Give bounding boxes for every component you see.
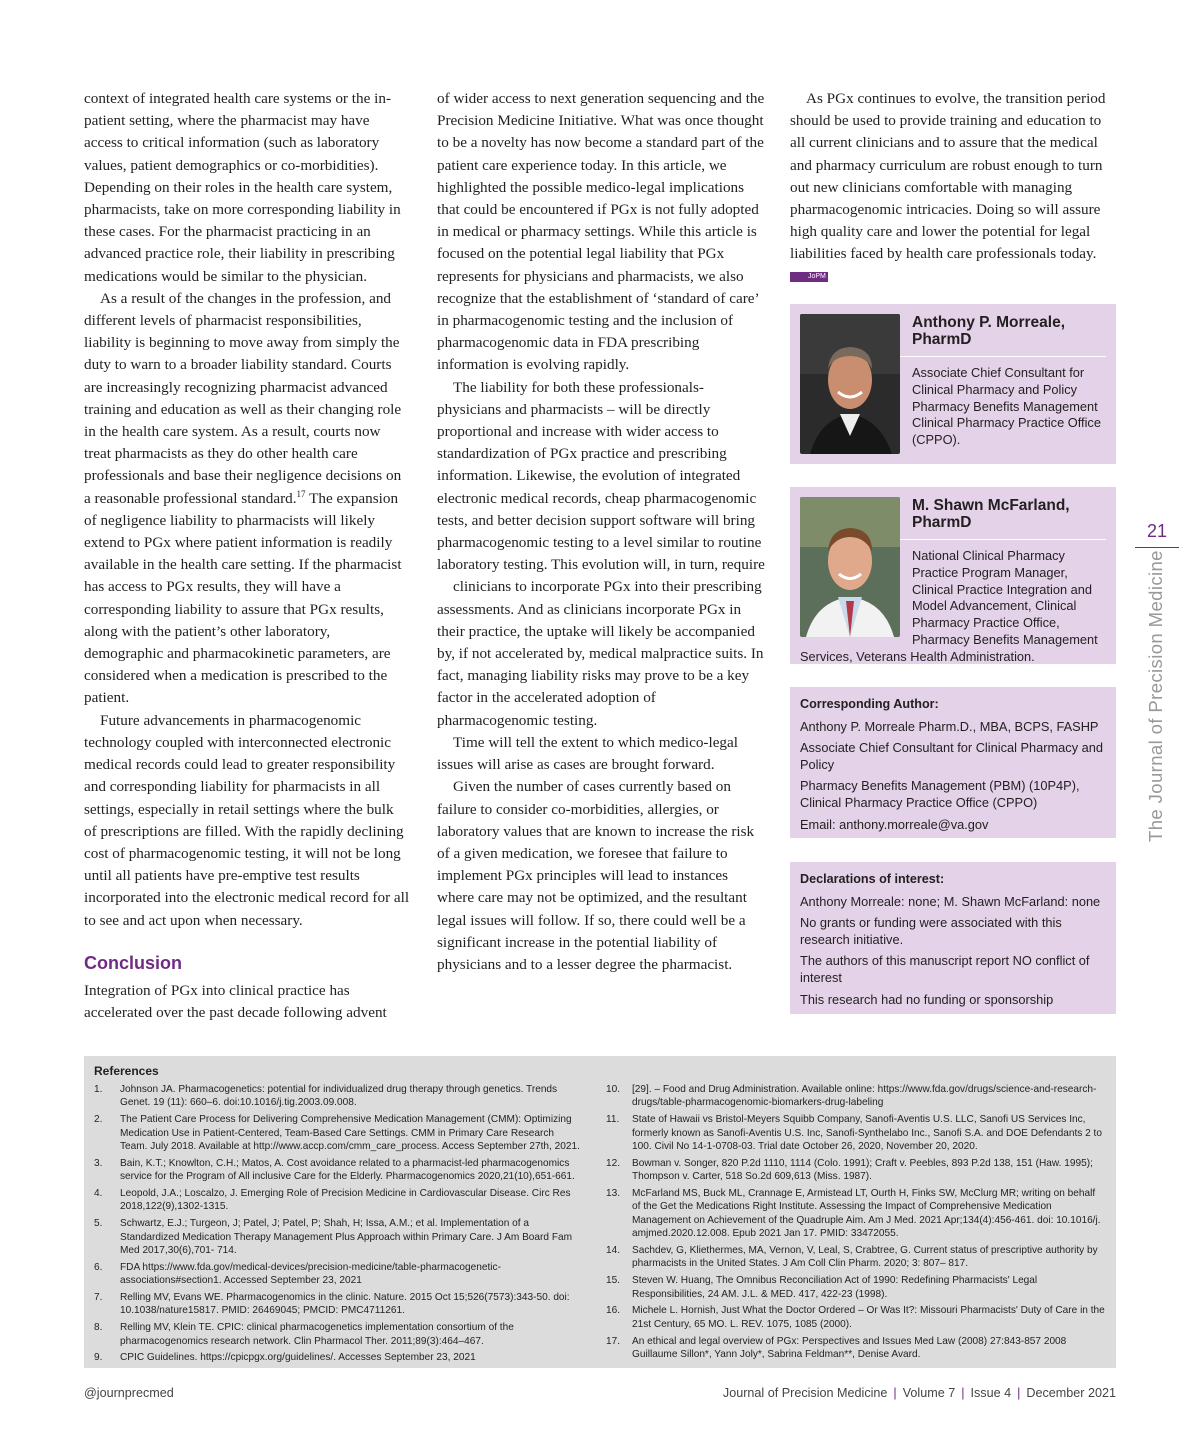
reference-number: 5. xyxy=(94,1218,103,1230)
reference-text: Leopold, J.A.; Loscalzo, J. Emerging Role of Precision Medicine in Cardiovascular Disease. Circ Res 2018,122(9),1302-1315. xyxy=(120,1188,571,1213)
reference-item xyxy=(94,1113,584,1153)
reference-text: An ethical and legal overview of PGx: Perspectives and Issues Med Law (2008) 27:843-857 2008 Guillaume Sillon*, Yann Joly*, Sabrina Feldman**, Denise Avard. xyxy=(632,1335,1067,1361)
declarations-box xyxy=(790,862,1116,1014)
reference-number: 10. xyxy=(606,1084,621,1095)
reference-text: State of Hawaii vs Bristol-Meyers Squibb Company, Sanofi-Aventis U.S. LLC, Sanofi US Services Inc, formerly known as Sanofi-Aventis U.S. Inc, Sanofi-Synthelabo Inc., Sanofi S.A. and DOE Defendants 2 to 100. Civil No 14-1-0708-03. Trial date October 26, 2020, November 20, 2020. xyxy=(632,1114,1102,1153)
reference-number: 11. xyxy=(606,1114,620,1126)
reference-item xyxy=(606,1304,1106,1331)
footer-issue: Issue 4 xyxy=(970,1386,1012,1400)
author-box-mcfarland xyxy=(790,487,1116,664)
corresponding-line: Anthony P. Morreale Pharm.D., MBA, BCPS, FASHP xyxy=(800,718,1099,734)
reference-item xyxy=(94,1217,584,1257)
reference-item xyxy=(94,1157,584,1184)
reference-number: 7. xyxy=(94,1292,103,1304)
footer-twitter-handle: @journprecmed xyxy=(84,1386,174,1400)
corresponding-line: Associate Chief Consultant for Clinical Pharmacy and Policy xyxy=(800,740,1104,772)
reference-number: 3. xyxy=(94,1157,103,1169)
reference-item xyxy=(94,1083,584,1110)
reference-item xyxy=(94,1351,584,1364)
declaration-line: The authors of this manuscript report NO conflict of interest xyxy=(800,953,1090,985)
corresponding-email[interactable]: Email: anthony.morreale@va.gov xyxy=(800,816,989,832)
box-heading: Declarations of interest: xyxy=(800,872,945,886)
reference-item xyxy=(606,1113,1106,1153)
declaration-line: No grants or funding were associated with this research initiative. xyxy=(800,915,1062,947)
author-affiliation: Associate Chief Consultant for Clinical Pharmacy and Policy Pharmacy Benefits Management Clinical Pharmacy Practice Office (CPPO). xyxy=(912,365,1101,448)
text-run: The expansion of negligence liability to pharmacists will likely extend to PGx where patient information is readily available in the health care setting. If the pharmacist has access to PGx results, they will have a corresponding liability to assure that PGx results, along with the patient’s other laboratory, demographic and pharmacokinetic parameters, are considered when a medication is prescribed to the patient. xyxy=(84,489,402,707)
author-name: Anthony P. Morreale, PharmD xyxy=(800,314,1106,357)
paragraph: context of integrated health care systems or the in-patient setting, where the pharmacist may have access to critical information (such as laboratory values, patient demographics or co-morbidities). Depending on their roles in the health care system, pharmacists, take on more corresponding liability in these cases. For the pharmacist practicing in an advanced practice role, their liability in prescribing medications would be similar to the physician. xyxy=(84,90,401,285)
reference-text: Sachdev, G, Kliethermes, MA, Vernon, V, Leal, S, Crabtree, G. Current status of prescriptive authority by pharmacists in the United States. J Am Coll Clin Pharm. 2020; 3: 807– 817. xyxy=(632,1245,1098,1270)
reference-text: Bowman v. Songer, 820 P.2d 1110, 1114 (Colo. 1991); Craft v. Peebles, 893 P.2d 138, 151 (Haw. 1995); Thompson v. Carter, 518 So.2d 609,613 (Miss. 1987). xyxy=(632,1157,1093,1183)
reference-text: Michele L. Hornish, Just What the Doctor Ordered – Or Was It?: Missouri Pharmacists' Duty of Care in the 21st Century, 65 MO. L. REV. 1075, 1085 (2000). xyxy=(632,1305,1105,1330)
reference-text: Schwartz, E.J.; Turgeon, J; Patel, J; Patel, P; Shah, H; Issa, A.M.; et al. Implementation of a Standardized Medication Therapy Management Plus Approach within Primary Care. J Am Board Fam Med 2017,30(6),701- 714. xyxy=(120,1218,573,1257)
reference-number: 9. xyxy=(94,1352,103,1364)
section-heading-conclusion: Conclusion xyxy=(84,952,182,973)
reference-number: 2. xyxy=(94,1114,103,1126)
footer-date: December 2021 xyxy=(1026,1386,1116,1400)
reference-item xyxy=(606,1335,1106,1362)
declaration-line: This research had no funding or sponsorship xyxy=(800,991,1054,1007)
reference-number: 1. xyxy=(94,1084,103,1095)
references-title: References xyxy=(94,1064,159,1078)
footer-separator: | xyxy=(961,1386,965,1400)
paragraph: Integration of PGx into clinical practice has accelerated over the past decade following advent xyxy=(84,981,387,1021)
reference-item xyxy=(606,1187,1106,1241)
page-number-rule xyxy=(1135,547,1179,548)
declaration-line: Anthony Morreale: none; M. Shawn McFarland: none xyxy=(800,893,1101,909)
paragraph: The liability for both these professionals-physicians and pharmacists – will be directly proportional and increase with wider access to standardization of PGx practice and prescribing information. Likewise, the evolution of integrated electronic medical records, cheap pharmacogenomic tests, and better decision support software will bring pharmacogenomic testing to a level similar to routine laboratory testing. This evolution will, in turn, require xyxy=(437,378,765,574)
vertical-journal-title: The Journal of Precision Medicine xyxy=(1145,550,1166,842)
corresponding-author-box xyxy=(790,687,1116,838)
reference-item xyxy=(606,1157,1106,1184)
body-column-3 xyxy=(790,88,1120,288)
reference-number: 15. xyxy=(606,1275,621,1287)
page-number-marker xyxy=(1134,520,1180,548)
reference-text: Relling MV, Evans WE. Pharmacogenomics in the clinic. Nature. 2015 Oct 15;526(7573):343-50. doi: 10.1038/nature15817. PMID: 26469045; PMCID: PMC4711261. xyxy=(120,1292,570,1317)
paragraph: Time will tell the extent to which medico-legal issues will arise as cases are brought forward. xyxy=(437,733,738,774)
paragraph xyxy=(790,88,1120,288)
author-affiliation: National Clinical Pharmacy Practice Program Manager, Clinical Practice Integration and Model Advancement, Clinical Pharmacy Practice Office, Pharmacy Benefits Management Services, Veterans Health Administration. xyxy=(800,548,1098,664)
reference-text: McFarland MS, Buck ML, Crannage E, Armistead LT, Ourth H, Finks SW, McClurg MR; writing on behalf of the Get the Medications Right Institute. Assessing the Impact of Comprehensive Medication Management on Achievement of the Quadruple Aim. Am J Med. 2021 Apr;134(4):456-461. doi: 10.1016/j. amjmed.2020.12.008. Epub 2021 Jan 17. PMID: 33472055. xyxy=(632,1188,1101,1240)
reference-number: 14. xyxy=(606,1245,621,1257)
paragraph: Future advancements in pharmacogenomic technology coupled with interconnected electronic medical records could lead to greater responsibility and corresponding liability for pharmacists in all settings, especially in retail settings where the bulk of prescriptions are filled. With the rapidly declining cost of pharmacogenomic testing, it will not be long until all patients have pre-emptive test results incorporated into the electronic medical record for all to see and act upon when necessary. xyxy=(84,711,410,929)
references-column-left xyxy=(94,1083,584,1368)
box-heading: Corresponding Author: xyxy=(800,697,939,711)
reference-number: 12. xyxy=(606,1157,621,1169)
reference-number: 6. xyxy=(94,1261,103,1273)
reference-text: Steven W. Huang, The Omnibus Reconciliation Act of 1990: Redefining Pharmacists' Legal Responsibilities, 24 AM. J.L. & MED. 417, 422-23 (1998). xyxy=(632,1275,1038,1300)
paragraph: Given the number of cases currently based on failure to consider co-morbidities, allergies, or laboratory values that are known to increase the risk of a given medication, we foresee that failure to implement PGx principles will lead to instances where care may not be optimized, and the resultant legal issues will follow. If so, there could well be a significant increase in the potential liability of physicians and to a lesser degree the pharmacist. xyxy=(437,778,755,973)
footer-separator: | xyxy=(1017,1386,1021,1400)
paragraph: of wider access to next generation sequencing and the Precision Medicine Initiative. What was once thought to be a novelty has now become a standard part of the patient care experience today. In this article, we highlighted the possible medico-legal implications that could be encountered if PGx is not fully adopted in medical or pharmacy settings. While this article is focused on the potential legal liability that PGx represents for physicians and pharmacists, we also recognize that the establishment of ‘standard of care’ in pharmacogenomic testing and the inclusion of pharmacogenomic data in FDA prescribing information is evolving rapidly. xyxy=(437,90,765,374)
reference-number: 8. xyxy=(94,1322,103,1334)
paragraph xyxy=(84,288,410,710)
reference-item xyxy=(606,1244,1106,1271)
reference-text: FDA https://www.fda.gov/medical-devices/precision-medicine/table-pharmacogenetic-associations#section1. Accessed September 23, 2021 xyxy=(120,1261,501,1287)
paragraph: clinicians to incorporate PGx into their prescribing assessments. And as clinicians incorporate PGx in their practice, the uptake will likely be accompanied by, if not accelerated by, medical malpractice suits. In fact, managing liability risks may prove to be a key factor in the accelerated adoption of pharmacogenomic testing. xyxy=(437,578,764,729)
reference-text: Bain, K.T.; Knowlton, C.H.; Matos, A. Cost avoidance related to a pharmacist-led pharmacogenomics service for the Program of All inclusive Care for the Elderly. Pharmacogenomics 2020,21(10),651-661. xyxy=(120,1157,575,1183)
reference-item xyxy=(606,1274,1106,1301)
citation-superscript: 17 xyxy=(296,488,306,499)
reference-item xyxy=(94,1291,584,1318)
references-column-right xyxy=(606,1083,1106,1365)
body-column-1 xyxy=(84,88,410,1024)
reference-item xyxy=(94,1261,584,1288)
reference-number: 17. xyxy=(606,1335,621,1347)
text-run: As a result of the changes in the profession, and different levels of pharmacist responsibilities, liability is beginning to move away from simply the duty to warn to a broader liability standard. Courts are increasingly recognizing pharmacist advanced training and education as well as their changing role in the health care system. As a result, courts now treat pharmacists as they do other health care professionals and base their negligence decisions on a reasonable professional standard. xyxy=(84,289,402,507)
author-photo xyxy=(800,314,900,454)
reference-text: The Patient Care Process for Delivering Comprehensive Medication Management (CMM): Optimizing Medication Use in Patient-Centered, Team-Based Care Settings. CMM in Primary Care Research Team. July 2018. Available at http://www.accp.com/cmm_care_process. Access September 27th, 2021. xyxy=(120,1114,580,1153)
footer-separator: | xyxy=(893,1386,897,1400)
reference-item xyxy=(606,1083,1106,1110)
reference-text: Johnson JA. Pharmacogenetics: potential for individualized drug therapy through genetics. Trends Genet. 19 (11): 660–6. doi:10.1016/j.tig.2003.09.008. xyxy=(120,1084,558,1109)
reference-text: [29]. – Food and Drug Administration. Available online: https://www.fda.gov/drugs/science-and-research-drugs/table-pharmacogenomic-biomarkers-drug-labeling xyxy=(632,1084,1097,1109)
author-name: M. Shawn McFarland, PharmD xyxy=(800,497,1106,540)
text-run: As PGx continues to evolve, the transition period should be used to provide training and education to all current clinicians and to assure that the medical and pharmacy curriculum are robust enough to turn out new clinicians comfortable with managing pharmacogenomic intricacies. Doing so will assure high quality care and lower the potential for legal liabilities faced by health care professionals today. xyxy=(790,90,1106,263)
reference-item xyxy=(94,1187,584,1214)
page-number: 21 xyxy=(1146,521,1168,541)
author-box-morreale xyxy=(790,304,1116,464)
footer-journal-info xyxy=(723,1386,1116,1400)
reference-number: 13. xyxy=(606,1188,621,1200)
references-box xyxy=(84,1056,1116,1368)
reference-number: 4. xyxy=(94,1188,103,1200)
footer-volume: Volume 7 xyxy=(902,1386,956,1400)
reference-text: Relling MV, Klein TE. CPIC: clinical pharmacogenetics implementation consortium of the pharmacogenomics research network. Clin Pharmacol Ther. 2011;89(3):464–467. xyxy=(120,1322,514,1347)
reference-number: 16. xyxy=(606,1305,621,1317)
end-mark-badge: JoPM xyxy=(790,272,828,282)
footer-journal: Journal of Precision Medicine xyxy=(722,1386,888,1400)
body-column-2 xyxy=(437,88,765,976)
reference-text: CPIC Guidelines. https://cpicpgx.org/guidelines/. Accesses September 23, 2021 xyxy=(120,1352,476,1364)
corresponding-line: Pharmacy Benefits Management (PBM) (10P4P), Clinical Pharmacy Practice Office (CPPO) xyxy=(800,778,1080,810)
reference-item xyxy=(94,1321,584,1348)
author-photo xyxy=(800,497,900,637)
